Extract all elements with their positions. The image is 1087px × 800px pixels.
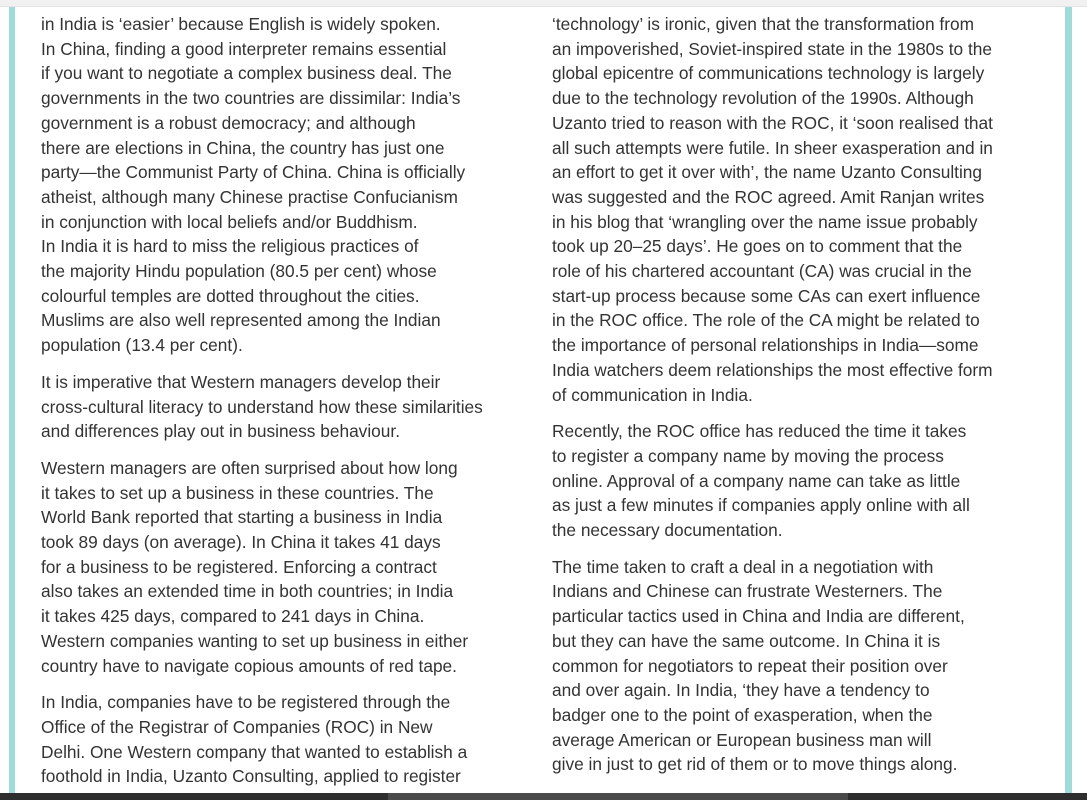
paragraph: Recently, the ROC office has reduced the time it takes to register a company name by moving the process online. Approval of a company name can take as little as just a few minutes if companies apply online with all the necessary documentation. [552,421,970,541]
paragraph: In India, companies have to be registered through the Office of the Registrar of Companies (ROC) in New Delhi. One Western company that wanted to establish a foothold in India, Uzanto Consulting, applied to register [41,692,468,787]
paragraph: The time taken to craft a deal in a negotiation with Indians and Chinese can frustrate Westerners. The particular tactics used in China and India are different, but they can have the same outcome. In China it is common for negotiators to repeat their position over and over again. In India, ‘they have a tendency to badger one to the point of exasperation, when the average American or European business man will give in just to get rid of them or to move things along. [552,556,965,775]
top-border [0,0,1087,7]
left-column [41,12,531,793]
paragraph: Western managers are often surprised about how long it takes to set up a business in these countries. The World Bank reported that starting a business in India took 89 days (on average). In China it takes 41 days for a business to be registered. Enforcing a contract also takes an extended time in both countries; in India it takes 425 days, compared to 241 days in China. Western companies wanting to set up business in either country have to navigate copious amounts of red tape. [41,457,469,676]
paragraph: ‘technology’ is ironic, given that the transformation from an impoverished, Soviet-inspired state in the 1980s to the global epicentre of communications technology is largely due to the technology revolution of the 1990s. Although Uzanto tried to reason with the ROC, it ‘soon realised that all such attempts were futile. In sheer exasperation and in an effort to get it over with’, the name Uzanto Consulting was suggested and the ROC agreed. Amit Ranjan writes in his blog that ‘wrangling over the name issue probably took up 20–25 days’. He goes on to comment that the role of his chartered accountant (CA) was crucial in the start-up process because some CAs can exert influence in the ROC office. The role of the CA might be related to the importance of personal relationships in India—some India watchers deem relationships the most effective form of communication in India. [552,14,993,405]
right-accent-bar [1065,7,1072,793]
right-column [552,12,1042,789]
horizontal-scrollbar-thumb[interactable] [388,793,848,800]
paragraph: in India is ‘easier’ because English is widely spoken. In China, finding a good interpreter remains essential if you want to negotiate a complex business deal. The governments in the two countries are dissimilar: India’s government is a robust democracy; and although there are elections in China, the country has just one party—the Communist Party of China. China is officially atheist, although many Chinese practise Confucianism in conjunction with local beliefs and/or Buddhism. In India it is hard to miss the religious practices of the majority Hindu population (80.5 per cent) whose colourful temples are dotted throughout the cities. Muslims are also well represented among the Indian population (13.4 per cent). [41,14,466,356]
paragraph: It is imperative that Western managers develop their cross-cultural literacy to understand how these similarities and differences play out in business behaviour. [41,371,483,442]
document-page [15,7,1065,793]
